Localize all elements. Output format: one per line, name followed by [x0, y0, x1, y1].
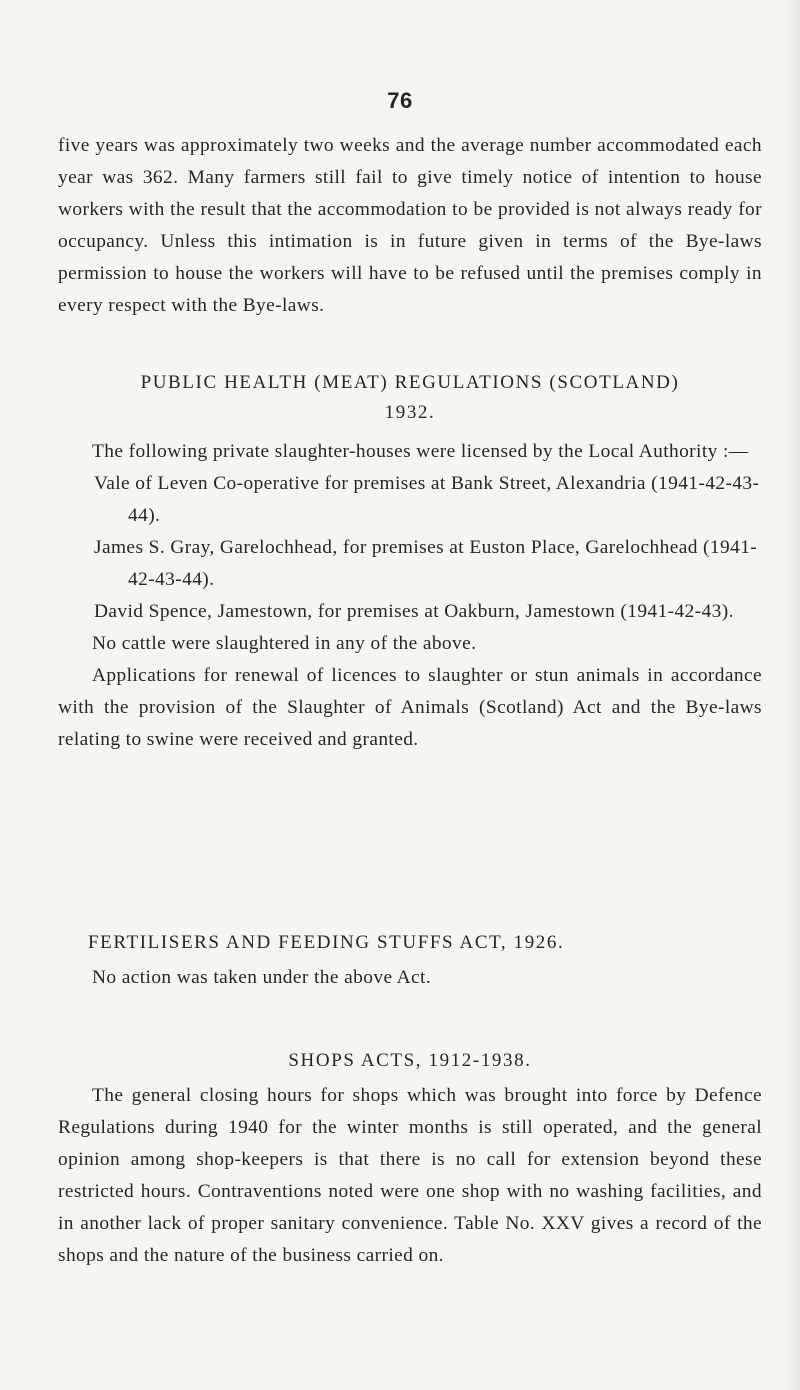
- fertilisers-paragraph: No action was taken under the above Act.: [92, 967, 432, 988]
- intro-section: [58, 130, 762, 322]
- licensee-list: [58, 468, 762, 628]
- fertilisers-section: [58, 962, 762, 994]
- meat-intro-paragraph: The following private slaughter-houses were licensed by the Local Authority :—: [92, 441, 749, 462]
- no-cattle-paragraph: No cattle were slaughtered in any of the above.: [92, 633, 477, 654]
- intro-paragraph: five years was approximately two weeks and the average number accommodated each year was 362. Many farmers still fail to give timely notice of intention to house workers with the result that the accommodation to be provided is not always ready for occupancy. Unless this intimation is in future given in terms of the Bye-laws permission to house the workers will have to be refused until the premises comply in every respect with the Bye-laws.: [58, 135, 762, 316]
- meat-heading-line2: 1932.: [384, 402, 436, 423]
- shops-acts-section: [58, 1080, 762, 1272]
- licensee-item: James S. Gray, Garelochhead, for premises at Euston Place, Garelochhead (1941-42-43-44).: [94, 537, 758, 590]
- licensee-item: David Spence, Jamestown, for premises at Oakburn, Jamestown (1941-42-43).: [94, 601, 734, 622]
- fertilisers-heading: FERTILISERS AND FEEDING STUFFS ACT, 1926.: [88, 932, 565, 953]
- meat-regulations-section: [58, 436, 762, 756]
- licensee-item: Vale of Leven Co-operative for premises at Bank Street, Alexandria (1941-42-43-44).: [94, 473, 760, 526]
- shops-acts-heading: SHOPS ACTS, 1912-1938.: [288, 1050, 532, 1071]
- page-edge-shadow: [786, 0, 800, 1390]
- meat-heading-line1: PUBLIC HEALTH (MEAT) REGULATIONS (SCOTLAND): [140, 372, 680, 393]
- shops-acts-paragraph: The general closing hours for shops which was brought into force by Defence Regulations during 1940 for the winter months is still operated, and the general opinion among shop-keepers is that there is no call for extension beyond these restricted hours. Contraventions noted were one shop with no washing facilities, and in another lack of proper sanitary convenience. Table No. XXV gives a record of the shops and the nature of the business carried on.: [58, 1085, 762, 1266]
- meat-regulations-heading: [58, 368, 762, 428]
- applications-paragraph: Applications for renewal of licences to slaughter or stun animals in accordance with the provision of the Slaughter of Animals (Scotland) Act and the Bye-laws relating to swine were received and granted.: [58, 665, 762, 750]
- page-number: 76: [387, 88, 413, 113]
